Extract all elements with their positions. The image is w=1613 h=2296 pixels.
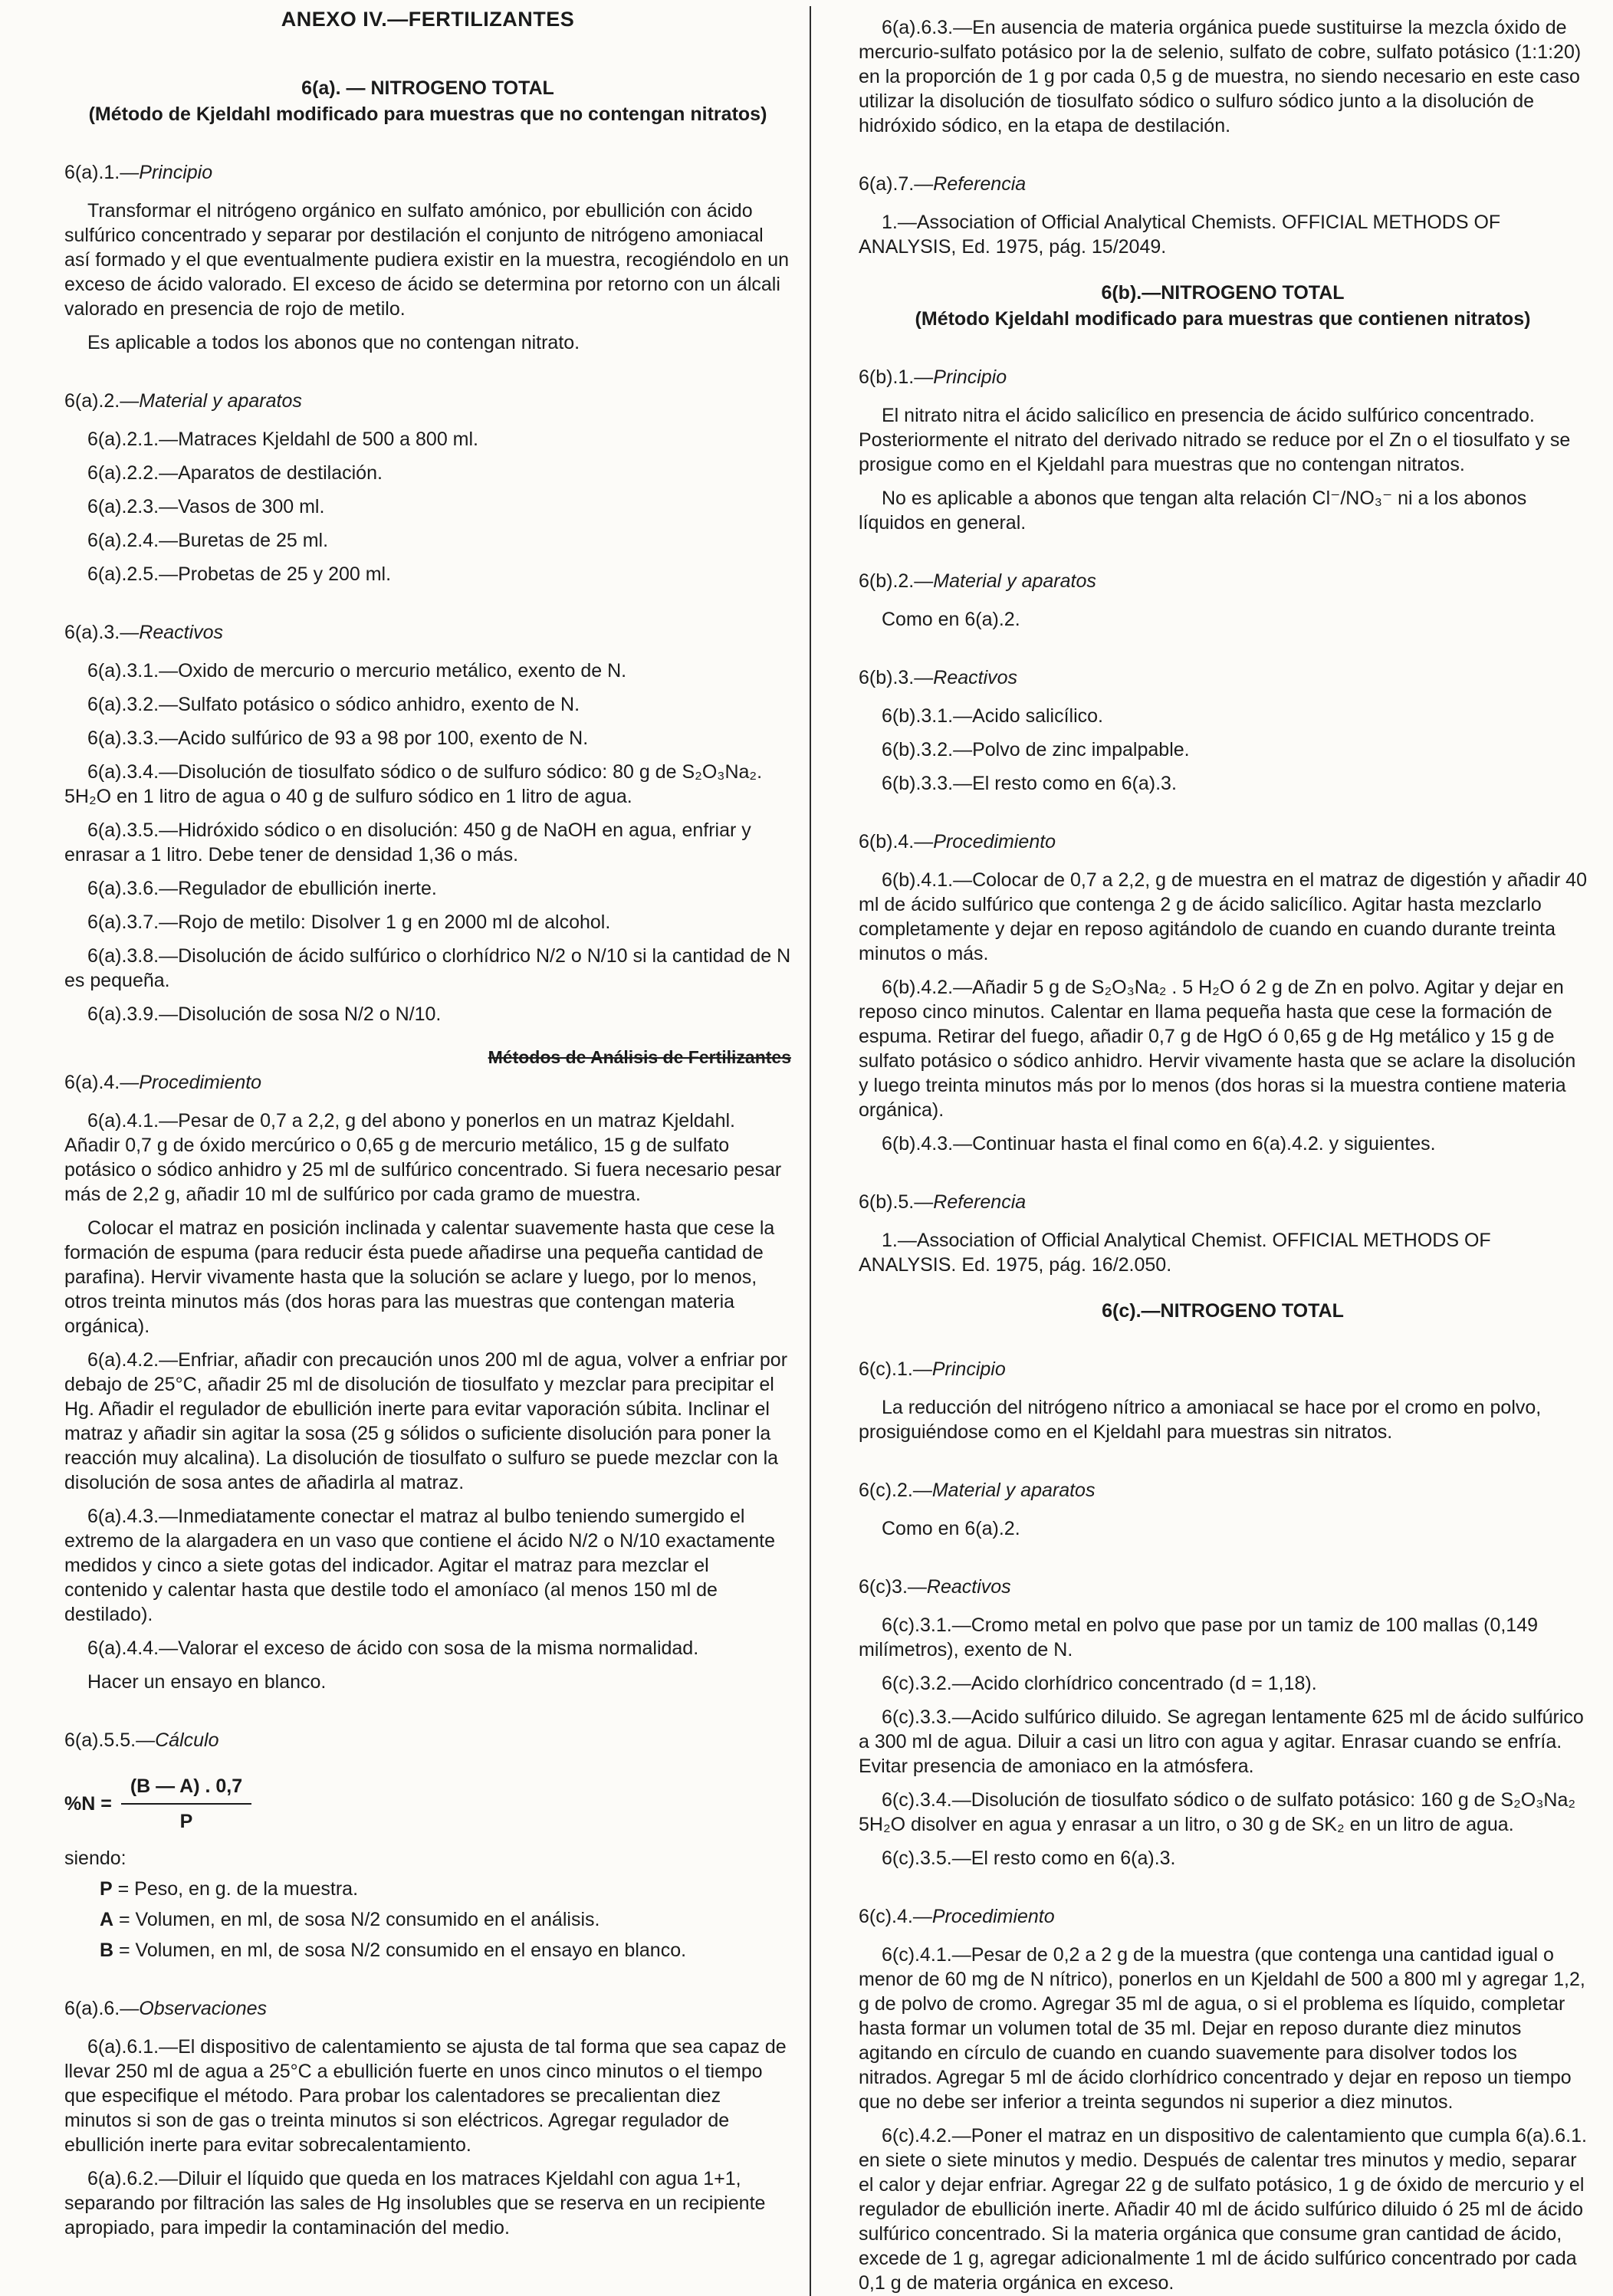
paragraph: 1.—Association of Official Analytical Chemist. OFFICIAL METHODS OF ANALYSIS. Ed. 1975, pág. 16/2.050.: [859, 1230, 1491, 1276]
paragraph: 6(b).4.2.—Añadir 5 g de S₂O₃Na₂ . 5 H₂O ó 2 g de Zn en polvo. Agitar y dejar en reposo cinco minutos. Calentar en llama pequeña hasta que cese la formación de espuma. Retirar del fuego, añadir 0,7 g de HgO ó 0,65 g de Hg metálico y 15 g de sulfato potásico o sódico anhidro. Hervir vivamente hasta que se aclare la disolución y luego treinta minutos más por lo menos (dos horas si la muestra contiene materia orgánica).: [859, 977, 1576, 1121]
section-title: (Método de Kjeldahl modificado para muestras que no contengan nitratos): [88, 103, 767, 125]
formula-numerator: (B — A) . 0,7: [121, 1774, 251, 1805]
section-name: Material y aparatos: [933, 570, 1096, 592]
paragraph: 6(a).6.3.—En ausencia de materia orgánica puede sustituirse la mezcla óxido de mercurio-sulfato potásico por la de selenio, sulfato de cobre, sulfato potásico (1:1:20) en la proporción de 1 g por cada 0,5 g de muestra, no siendo necesario en este caso utilizar la disolución de tiosulfato sódico o sulfuro sódico junto a la disolución de hidróxido sódico, en la etapa de destilación.: [859, 17, 1582, 136]
section-name: Referencia: [933, 1191, 1027, 1213]
struck-watermark: Métodos de Análisis de Fertilizantes: [488, 1046, 791, 1067]
paragraph: Transformar el nitrógeno orgánico en sulfato amónico, por ebullición con ácido sulfúrico concentrado y separar por destilación el conjunto de nitrógeno amoniacal así formado y el que eventualmente pudiera existir en la muestra, recogiéndolo en un exceso de ácido valorado. El exceso de ácido se determina por retorno con un álcali valorado en presencia de rojo de metilo.: [64, 199, 790, 320]
list-item: 6(c).3.4.—Disolución de tiosulfato sódico o de sulfato potásico: 160 g de S₂O₃Na₂ 5H₂O disolver en agua y enrasar a un litro, o 30 g de SK₂ en un litro de agua.: [859, 1789, 1576, 1835]
list-item: 6(a).3.5.—Hidróxido sódico o en disolución: 450 g de NaOH en agua, enfriar y enrasar a 1 litro. Debe tener de densidad 1,36 o más.: [64, 819, 751, 866]
section-heading: [859, 1190, 1587, 1214]
paragraph: 1.—Association of Official Analytical Chemists. OFFICIAL METHODS OF ANALYSIS, Ed. 1975, pág. 15/2049.: [859, 212, 1501, 258]
paragraph: 6(a).4.1.—Pesar de 0,7 a 2,2, g del abono y ponerlos en un matraz Kjeldahl. Añadir 0,7 g de óxido mercúrico o 0,65 g de mercurio metálico, 15 g de sulfato potásico o sódico anhidro y 25 ml de sulfúrico concentrado. Si fuera necesario pesar más de 2,2 g, añadir 10 ml de sulfúrico por cada gramo de muestra.: [64, 1109, 782, 1205]
paragraph: Colocar el matraz en posición inclinada y calentar suavemente hasta que cese la formación de espuma (para reducir ésta puede añadirse una pequeña cantidad de parafina). Hervir vivamente hasta que la solución se aclare y luego, por lo menos, otros treinta minutos más (dos horas para las muestras que contengan materia orgánica).: [64, 1217, 775, 1337]
paragraph: 6(c).4.1.—Pesar de 0,2 a 2 g de la muestra (que contenga una cantidad igual o menor de 60 mg de N nítrico), ponerlos en un Kjeldahl de 500 a 800 ml y agregar 1,2, g de polvo de cromo. Agregar 35 ml de agua, o si el problema es líquido, completar hasta formar un volumen total de 35 ml. Dejar en reposo durante diez minutos agitando en círculo de cuando en cuando suavemente para disolver todos los nitrados. Agregar 5 ml de ácido clorhídrico concentrado y dejar en reposo un tiempo que no debe ser inferior a treinta segundos ni superior a diez minutos.: [859, 1944, 1585, 2113]
list-item: 6(a).3.8.—Disolución de ácido sulfúrico o clorhídrico N/2 o N/10 si la cantidad de N es pequeña.: [64, 944, 791, 991]
section-heading: [859, 829, 1587, 854]
list-item: 6(a).2.2.—Aparatos de destilación.: [87, 461, 383, 484]
section-number: 6(c).4.—: [859, 1906, 932, 1927]
list-item: 6(a).3.6.—Regulador de ebullición inerte.: [87, 877, 437, 899]
section-name: Reactivos: [139, 621, 224, 643]
section-heading: [64, 160, 791, 185]
section-heading: [859, 569, 1587, 593]
paragraph: Como en 6(a).2.: [882, 609, 1020, 630]
paragraph: Hacer un ensayo en blanco.: [87, 1670, 327, 1693]
section-number: 6(b).1.—: [859, 366, 934, 388]
section-number: 6(a).5.5.—: [64, 1729, 156, 1751]
section-name: Observaciones: [139, 1997, 268, 2019]
paragraph: Como en 6(a).2.: [882, 1518, 1020, 1539]
paragraph: 6(a).6.1.—El dispositivo de calentamiento se ajusta de tal forma que sea capaz de llevar 250 ml de agua a 25°C a ebullición fuerte en unos cinco minutos o el tiempo que especifique el método. Para probar los calentadores se precalientan diez minutos si son de gas o treinta minutos si son eléctricos. Agregar regulador de ebullición inerte para evitar sobrecalentamiento.: [64, 2035, 787, 2156]
section-heading: [64, 1728, 791, 1752]
paragraph: 6(a).4.2.—Enfriar, añadir con precaución unos 200 ml de agua, volver a enfriar por debajo de 25°C, añadir 25 ml de disolución de tiosulfato y mezclar para precipitar el Hg. Añadir el regulador de ebullición inerte para evitar vaporación súbita. Inclinar el matraz y añadir sin agitar la sosa (25 g sólidos o suficiente disolución para poner la reacción muy alcalina). La disolución de tiosulfato o sulfuro se puede mezclar con la disolución de sosa antes de añadirla al matraz.: [64, 1348, 788, 1493]
list-item: 6(a).3.1.—Oxido de mercurio o mercurio metálico, exento de N.: [87, 659, 627, 682]
section-number: 6(a).6.—: [64, 1997, 140, 2019]
section-name: Procedimiento: [139, 1071, 262, 1093]
paragraph: El nitrato nitra el ácido salicílico en presencia de ácido sulfúrico concentrado. Posteriormente el nitrato del derivado nitrado se reduce por el Zn o el tiosulfato y se prosigue como en el Kjeldahl para muestras que no contengan nitratos.: [859, 405, 1571, 475]
section-name: Reactivos: [933, 667, 1018, 688]
list-item: 6(b).3.3.—El resto como en 6(a).3.: [882, 773, 1177, 794]
section-name: Procedimiento: [931, 1906, 1055, 1927]
section-heading: [859, 1478, 1587, 1503]
section-heading: [859, 1575, 1587, 1599]
list-item: 6(a).2.4.—Buretas de 25 ml.: [87, 529, 329, 551]
list-item: 6(a).3.3.—Acido sulfúrico de 93 a 98 por 100, exento de N.: [87, 727, 589, 749]
section-number: 6(b).3.—: [859, 667, 934, 688]
definition-line: P = Peso, en g. de la muestra.: [100, 1877, 359, 1900]
list-item: 6(b).3.2.—Polvo de zinc impalpable.: [882, 739, 1190, 760]
section-heading: [64, 389, 791, 413]
section-name: Principio: [931, 1358, 1006, 1380]
section-name: Procedimiento: [933, 831, 1056, 852]
list-item: 6(a).3.7.—Rojo de metilo: Disolver 1 g en 2000 ml de alcohol.: [87, 911, 611, 933]
section-heading: [859, 365, 1587, 389]
left-column: [64, 6, 791, 2296]
paragraph: 6(a).6.2.—Diluir el líquido que queda en los matraces Kjeldahl con agua 1+1, separando por filtración las sales de Hg insolubles que se reserva en un recipiente apropiado, para impedir la contaminación del medio.: [64, 2167, 766, 2239]
formula: [64, 1774, 791, 1834]
section-number: 6(a).2.—: [64, 389, 140, 412]
paragraph: No es aplicable a abonos que tengan alta relación Cl⁻/NO₃⁻ ni a los abonos líquidos en general.: [859, 488, 1527, 534]
paragraph: 6(c).4.2.—Poner el matraz en un dispositivo de calentamiento que cumpla 6(a).6.1. en siete o siete minutos y medio. Después de calentar tres minutos y medio, separar el calor y dejar enfriar. Agregar 22 g de sulfato potásico, 1 g de óxido de mercurio y el regulador de ebullición inerte. Añadir 40 ml de ácido sulfúrico diluido ó 25 ml de ácido sulfúrico concentrado. Si la materia orgánica que consume gran cantidad de ácido, excede de 1 g, agregar adicionalmente 1 ml de ácido sulfúrico concentrado por cada 0,1 g de materia orgánica en exceso.: [859, 2125, 1587, 2294]
section-name: Material y aparatos: [139, 389, 302, 412]
list-item: 6(a).2.5.—Probetas de 25 y 200 ml.: [87, 563, 392, 585]
paragraph: 6(a).4.3.—Inmediatamente conectar el matraz al bulbo teniendo sumergido el extremo de la alargadera en un vaso que contiene el ácido N/2 o N/10 exactamente medidos y cinco a siete gotas del indicador. Agitar el matraz para mezclar el contenido y calentar hasta que destile todo el amoníaco (al menos 150 ml de destilado).: [64, 1505, 775, 1625]
right-column: [859, 6, 1587, 2296]
formula-lhs: %N =: [64, 1792, 112, 1815]
section-title: 6(b).—NITROGENO TOTAL: [1101, 282, 1345, 304]
section-number: 6(c).1.—: [859, 1358, 932, 1380]
section-number: 6(a).1.—: [64, 161, 140, 183]
list-item: 6(a).3.9.—Disolución de sosa N/2 o N/10.: [87, 1003, 442, 1025]
paragraph: La reducción del nitrógeno nítrico a amoniacal se hace por el cromo en polvo, prosiguiéndose como en el Kjeldahl para muestras sin nitratos.: [859, 1397, 1542, 1443]
section-heading: [859, 665, 1587, 690]
column-divider: [810, 6, 811, 2296]
section-heading: [859, 1904, 1587, 1929]
list-item: 6(b).3.1.—Acido salicílico.: [882, 705, 1104, 727]
paragraph: Es aplicable a todos los abonos que no contengan nitrato.: [87, 331, 580, 353]
section-number: 6(b).4.—: [859, 831, 934, 852]
section-title: 6(c).—NITROGENO TOTAL: [1102, 1300, 1344, 1322]
list-item: 6(a).2.3.—Vasos de 300 ml.: [87, 495, 325, 517]
definition-line: A = Volumen, en ml, de sosa N/2 consumido en el análisis.: [100, 1908, 600, 1930]
section-name: Reactivos: [926, 1576, 1011, 1598]
section-name: Principio: [139, 161, 213, 183]
section-number: 6(b).5.—: [859, 1191, 934, 1213]
paragraph: 6(b).4.3.—Continuar hasta el final como en 6(a).4.2. y siguientes.: [882, 1133, 1436, 1155]
list-item: 6(c).3.3.—Acido sulfúrico diluido. Se agregan lentamente 625 ml de ácido sulfúrico a 300 ml de agua. Diluir a casi un litro con agua y agitar. Enrasar cuando se enfría. Evitar presencia de amoniaco en la atmósfera.: [859, 1706, 1584, 1777]
paragraph: siendo:: [64, 1847, 126, 1869]
section-number: 6(b).2.—: [859, 570, 934, 592]
section-name: Material y aparatos: [931, 1480, 1096, 1501]
paragraph: 6(b).4.1.—Colocar de 0,7 a 2,2, g de muestra en el matraz de digestión y añadir 40 ml de ácido sulfúrico que contenga 2 g de ácido salicílico. Agitar hasta mezclarlo completamente y dejar en reposo agitándolo de cuando en cuando durante treinta minutos o más.: [859, 869, 1587, 964]
section-title: 6(a). — NITROGENO TOTAL: [301, 77, 554, 99]
section-number: 6(c).2.—: [859, 1480, 932, 1501]
section-name: Referencia: [933, 173, 1027, 195]
section-name: Cálculo: [155, 1729, 219, 1751]
list-item: 6(a).3.2.—Sulfato potásico o sódico anhidro, exento de N.: [87, 693, 580, 715]
list-item: 6(a).2.1.—Matraces Kjeldahl de 500 a 800 ml.: [87, 428, 478, 450]
section-number: 6(a).3.—: [64, 621, 140, 643]
definition-line: B = Volumen, en ml, de sosa N/2 consumido en el ensayo en blanco.: [100, 1939, 687, 1961]
section-heading: [859, 1357, 1587, 1381]
list-item: 6(a).3.4.—Disolución de tiosulfato sódico o de sulfuro sódico: 80 g de S₂O₃Na₂. 5H₂O en 1 litro de agua o 40 g de sulfuro sódico en 1 litro de agua.: [64, 760, 763, 807]
section-heading: [64, 620, 791, 645]
section-heading: [859, 172, 1587, 196]
list-item: 6(c).3.5.—El resto como en 6(a).3.: [882, 1848, 1176, 1869]
formula-denominator: P: [179, 1810, 193, 1832]
list-item: 6(c).3.2.—Acido clorhídrico concentrado (d = 1,18).: [882, 1673, 1317, 1694]
section-heading: [64, 1070, 791, 1095]
section-title: (Método Kjeldahl modificado para muestras que contienen nitratos): [915, 308, 1531, 330]
section-number: 6(a).4.—: [64, 1071, 140, 1093]
section-number: 6(a).7.—: [859, 173, 934, 195]
section-number: 6(c)3.—: [859, 1576, 927, 1598]
fraction: [121, 1774, 251, 1834]
paragraph: 6(a).4.4.—Valorar el exceso de ácido con sosa de la misma normalidad.: [87, 1637, 699, 1659]
document-header: ANEXO IV.—FERTILIZANTES: [281, 8, 575, 31]
section-heading: [64, 1996, 791, 2021]
section-name: Principio: [933, 366, 1007, 388]
list-item: 6(c).3.1.—Cromo metal en polvo que pase por un tamiz de 100 mallas (0,149 milímetros), exento de N.: [859, 1614, 1539, 1660]
